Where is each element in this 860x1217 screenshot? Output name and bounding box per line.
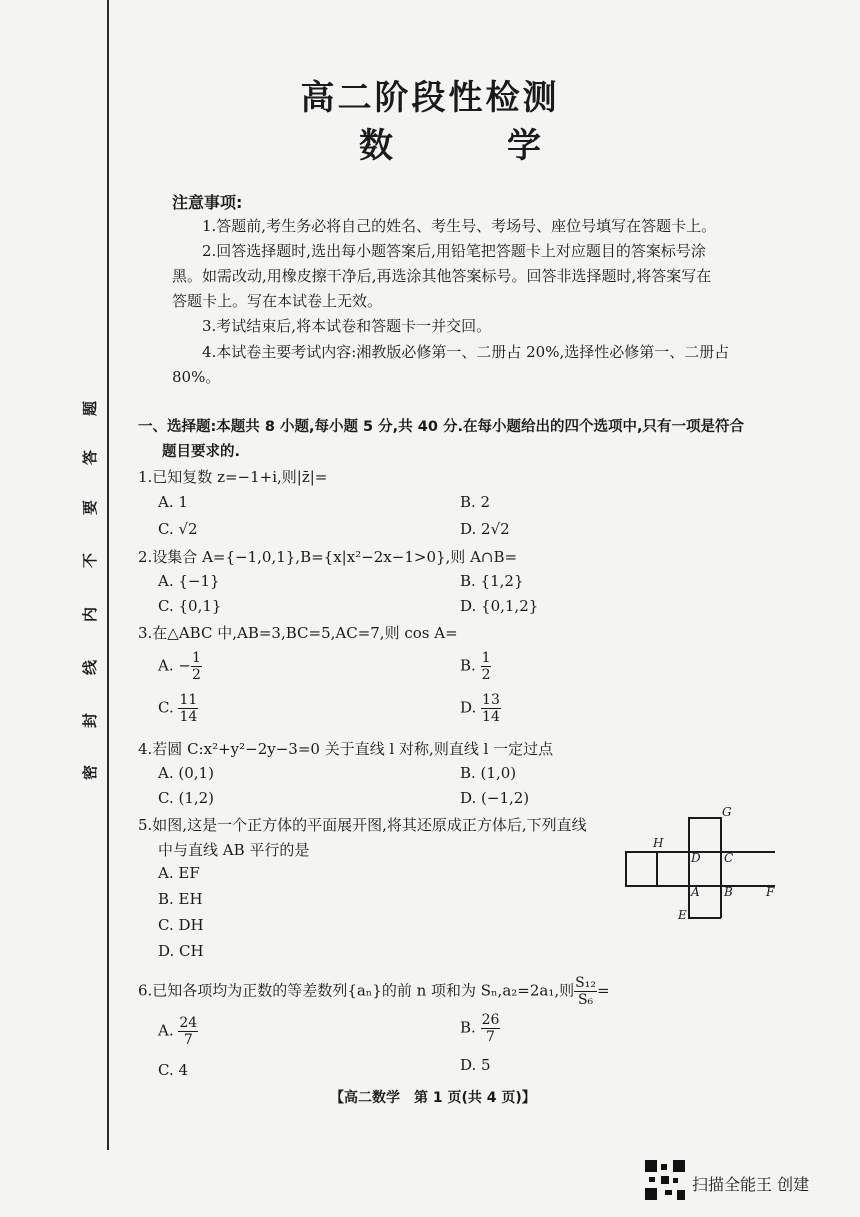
side-char: 题 [81, 400, 100, 417]
option-prefix: C. [158, 698, 179, 717]
denominator: 14 [482, 709, 500, 725]
option-a [158, 1015, 198, 1048]
vertex-label: D [691, 851, 701, 865]
note-line: 4.本试卷主要考试内容:湘教版必修第一、二册占 20%,选择性必修第一、二册占 [202, 343, 730, 361]
option-c [158, 692, 198, 725]
option-b: B. {1,2} [460, 572, 524, 590]
denominator: 2 [191, 667, 201, 683]
vertex-label: F [766, 885, 775, 899]
note-line: 80%。 [172, 368, 221, 386]
fraction [481, 650, 492, 683]
subject-title: 数 学 [359, 126, 581, 166]
numerator: 24 [179, 1015, 198, 1031]
denominator: S₆ [577, 992, 594, 1008]
side-char: 内 [81, 606, 100, 623]
binding-line [107, 0, 109, 1150]
page-title: 高二阶段性检测 [300, 78, 560, 118]
fraction [178, 692, 198, 725]
fraction [481, 692, 501, 725]
option-c: C. (1,2) [158, 789, 215, 807]
option-d: D. 2√2 [460, 520, 510, 538]
option-d: D. (−1,2) [460, 789, 530, 807]
option-a: A. 1 [158, 493, 188, 511]
option-c: C. DH [158, 916, 204, 934]
option-c: C. {0,1} [158, 597, 222, 615]
option-prefix: B. [460, 656, 481, 675]
denominator: 7 [486, 1029, 495, 1045]
numerator: 26 [481, 1012, 500, 1028]
note-line: 答题卡上。写在本试卷上无效。 [172, 292, 383, 310]
side-char: 答 [81, 449, 100, 466]
numerator: S₁₂ [575, 975, 596, 991]
option-b: B. EH [158, 890, 203, 908]
vertex-label: B [724, 885, 733, 899]
question-stem: 5.如图,这是一个正方体的平面展开图,将其还原成正方体后,下列直线 [138, 816, 587, 834]
option-d: D. {0,1,2} [460, 597, 539, 615]
numerator: 1 [191, 650, 201, 666]
option-c: C. √2 [158, 520, 198, 538]
vertex-label: A [691, 885, 700, 899]
side-char: 线 [81, 659, 100, 676]
side-char: 不 [81, 552, 100, 569]
section-heading-cont: 题目要求的. [162, 444, 241, 460]
vertex-label: G [722, 805, 732, 819]
option-prefix: A. − [158, 656, 191, 675]
vertex-label: E [678, 908, 687, 922]
numerator: 11 [179, 692, 198, 708]
question-stem: 1.已知复数 z=−1+i,则|z̄|= [138, 468, 328, 486]
option-d: D. 5 [460, 1056, 491, 1074]
option-a: A. EF [158, 864, 200, 882]
numerator: 13 [482, 692, 500, 708]
stem-text: = [596, 981, 610, 1000]
numerator: 1 [481, 650, 491, 666]
fraction [178, 1015, 198, 1048]
option-b: B. (1,0) [460, 764, 517, 782]
side-char: 要 [81, 499, 100, 516]
option-d [460, 692, 501, 725]
note-line: 2.回答选择题时,选出每小题答案后,用铅笔把答题卡上对应题目的答案标号涂 [202, 242, 706, 260]
option-d: D. CH [158, 942, 204, 960]
option-b [460, 1012, 500, 1045]
fraction [574, 975, 597, 1008]
option-a [158, 650, 202, 683]
section-heading: 一、选择题:本题共 8 小题,每小题 5 分,共 40 分.在每小题给出的四个选项中,只有一项是符合 [138, 419, 744, 435]
option-b: B. 2 [460, 493, 491, 511]
question-stem: 2.设集合 A={−1,0,1},B={x|x²−2x−1>0},则 A∩B= [138, 548, 518, 566]
vertex-label: C [724, 851, 734, 865]
note-line: 3.考试结束后,将本试卷和答题卡一并交回。 [202, 317, 492, 335]
denominator: 2 [481, 667, 491, 683]
side-char: 密 [81, 764, 100, 781]
denominator: 14 [179, 709, 198, 725]
question-stem: 4.若圆 C:x²+y²−2y−3=0 关于直线 l 对称,则直线 l 一定过点 [138, 740, 554, 758]
note-line: 1.答题前,考生务必将自己的姓名、考生号、考场号、座位号填写在答题卡上。 [202, 217, 717, 235]
question-stem-cont: 中与直线 AB 平行的是 [158, 841, 310, 859]
fraction [191, 650, 202, 683]
fraction [481, 1012, 501, 1045]
cube-net-figure [620, 805, 780, 920]
notes-heading: 注意事项: [172, 193, 243, 212]
option-c: C. 4 [158, 1061, 189, 1079]
scanner-watermark: 扫描全能王 创建 [692, 1175, 810, 1194]
option-b [460, 650, 491, 683]
vertex-label: H [653, 836, 664, 850]
stem-text: 6.已知各项均为正数的等差数列{aₙ}的前 n 项和为 Sₙ,a₂=2a₁,则 [138, 981, 575, 1000]
option-a: A. (0,1) [158, 764, 214, 782]
page-footer: 【高二数学 第 1 页(共 4 页)】 [330, 1090, 536, 1106]
option-a: A. {−1} [158, 572, 220, 590]
qr-code-icon [645, 1160, 685, 1200]
option-prefix: B. [460, 1018, 481, 1037]
denominator: 7 [183, 1032, 193, 1048]
option-prefix: D. [460, 698, 482, 717]
question-stem: 3.在△ABC 中,AB=3,BC=5,AC=7,则 cos A= [138, 624, 458, 642]
question-stem [138, 975, 610, 1008]
option-prefix: A. [158, 1021, 179, 1040]
note-line: 黑。如需改动,用橡皮擦干净后,再选涂其他答案标号。回答非选择题时,将答案写在 [172, 267, 712, 285]
side-char: 封 [81, 712, 100, 729]
